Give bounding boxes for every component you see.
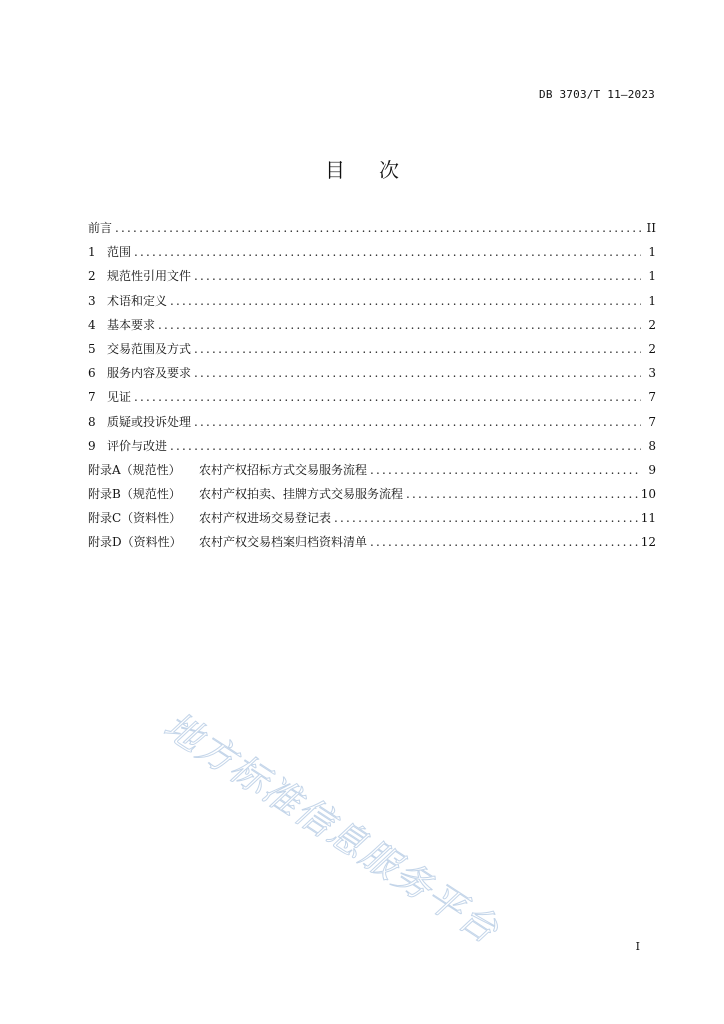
toc-dot-leader: [194, 339, 641, 359]
toc-entry-page-number: 1: [648, 293, 656, 308]
toc-entry[interactable]: [88, 315, 656, 339]
toc-entry[interactable]: [88, 460, 656, 484]
toc-dot-leader: [194, 363, 641, 383]
toc-entry-number: 6: [88, 366, 96, 381]
toc-entry-page-number: II: [646, 221, 656, 235]
toc-dot-leader: [170, 291, 641, 311]
toc-entry-label: 规范性引用文件: [107, 269, 192, 284]
toc-dot-leader: [370, 532, 638, 552]
toc-entry[interactable]: [88, 218, 656, 242]
toc-entry-number: 1: [88, 245, 96, 260]
toc-entry-label: 基本要求: [107, 317, 156, 332]
toc-entry-page-number: 2: [648, 341, 656, 356]
toc-entry[interactable]: [88, 436, 656, 460]
toc-entry-page-number: 1: [648, 269, 656, 284]
toc-entry[interactable]: [88, 363, 656, 387]
toc-dot-leader: [134, 387, 641, 407]
table-of-contents: [88, 218, 656, 557]
toc-entry-appendix-prefix: 附录B（规范性）: [88, 487, 181, 502]
toc-entry-page-number: 12: [640, 535, 656, 550]
toc-entry-label: 前言: [88, 221, 113, 235]
toc-entry-number: 3: [88, 293, 96, 308]
toc-entry-label: 术语和定义: [107, 293, 168, 308]
toc-entry-number: 7: [88, 390, 96, 405]
toc-dot-leader: [115, 218, 641, 238]
toc-entry-page-number: 7: [648, 414, 656, 429]
toc-entry[interactable]: [88, 242, 656, 266]
toc-entry-page-number: 10: [640, 487, 656, 502]
toc-entry-page-number: 11: [640, 511, 656, 526]
toc-entry-number: 4: [88, 317, 96, 332]
toc-entry[interactable]: [88, 387, 656, 411]
toc-entry[interactable]: [88, 339, 656, 363]
toc-entry[interactable]: [88, 532, 656, 556]
toc-entry-number: 8: [88, 414, 96, 429]
toc-entry-label: 见证: [107, 390, 132, 405]
toc-dot-leader: [406, 484, 638, 504]
toc-entry[interactable]: [88, 266, 656, 290]
toc-entry-label: 农村产权交易档案归档资料清单: [199, 535, 368, 550]
toc-entry-page-number: 7: [648, 390, 656, 405]
toc-entry-label: 交易范围及方式: [107, 341, 192, 356]
toc-entry-label: 农村产权进场交易登记表: [199, 511, 332, 526]
watermark: 地方标准信息服务平台: [156, 703, 507, 953]
document-code: DB 3703/T 11—2023: [539, 88, 655, 101]
toc-entry-page-number: 2: [648, 317, 656, 332]
toc-entry[interactable]: [88, 291, 656, 315]
toc-dot-leader: [370, 460, 641, 480]
toc-dot-leader: [194, 266, 641, 286]
toc-entry-label: 质疑或投诉处理: [107, 414, 192, 429]
page-title: 目次: [325, 158, 433, 182]
toc-entry-page-number: 9: [648, 462, 656, 477]
toc-dot-leader: [334, 508, 638, 528]
toc-entry-label: 服务内容及要求: [107, 366, 192, 381]
toc-entry-number: 2: [88, 269, 96, 284]
page-number: I: [635, 940, 640, 953]
toc-entry-label: 评价与改进: [107, 438, 168, 453]
toc-entry[interactable]: [88, 508, 656, 532]
toc-entry-number: 5: [88, 341, 96, 356]
toc-dot-leader: [170, 436, 641, 456]
toc-entry[interactable]: [88, 412, 656, 436]
toc-entry-appendix-prefix: 附录D（资料性）: [88, 535, 182, 550]
toc-dot-leader: [194, 412, 641, 432]
toc-entry-page-number: 8: [648, 438, 656, 453]
toc-dot-leader: [134, 242, 641, 262]
toc-entry-label: 农村产权招标方式交易服务流程: [199, 462, 368, 477]
toc-entry-page-number: 1: [648, 245, 656, 260]
toc-dot-leader: [158, 315, 641, 335]
toc-entry-appendix-prefix: 附录A（规范性）: [88, 462, 181, 477]
toc-entry-page-number: 3: [648, 366, 656, 381]
toc-entry-label: 农村产权拍卖、挂牌方式交易服务流程: [199, 487, 404, 502]
toc-entry-label: 范围: [107, 245, 132, 260]
toc-entry-appendix-prefix: 附录C（资料性）: [88, 511, 182, 526]
toc-entry-number: 9: [88, 438, 96, 453]
toc-entry[interactable]: [88, 484, 656, 508]
